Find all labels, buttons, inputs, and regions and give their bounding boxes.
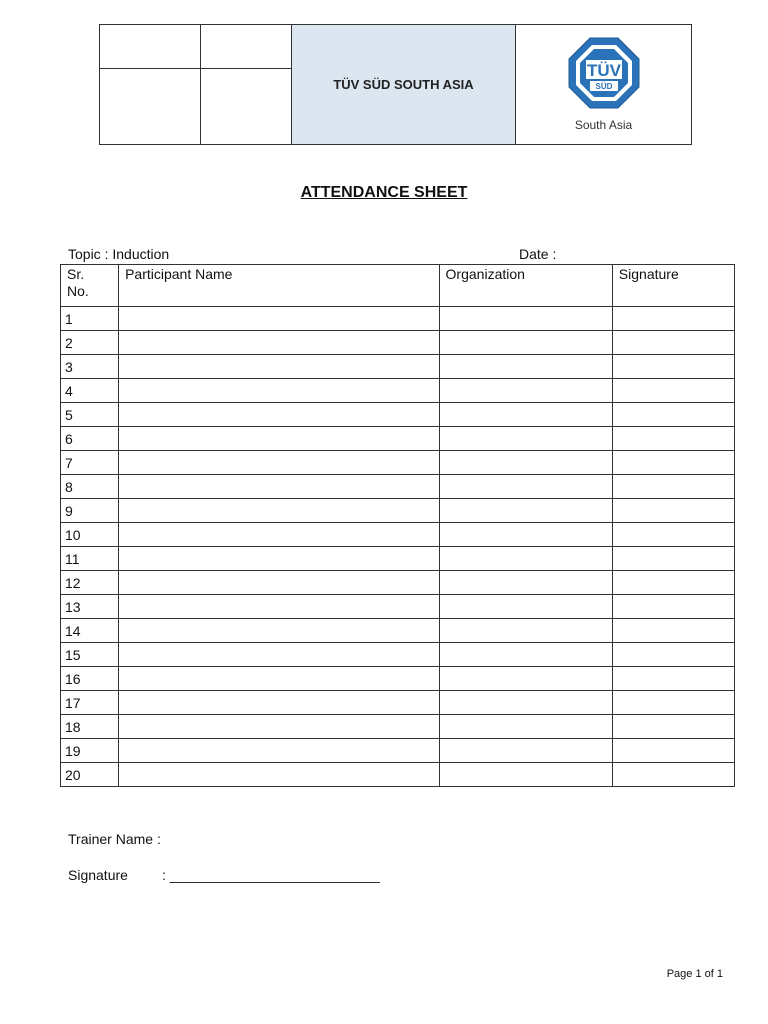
table-row: [61, 715, 735, 739]
organization-cell: [439, 739, 612, 763]
logo-sub-text: SÜD: [595, 82, 612, 91]
participant-name-cell: [119, 475, 439, 499]
table-row: [61, 451, 735, 475]
signature-cell: [612, 739, 734, 763]
page-title: ATTENDANCE SHEET: [300, 184, 468, 201]
organization-cell: [439, 379, 612, 403]
signature-cell: [612, 475, 734, 499]
logo-caption: South Asia: [574, 118, 633, 132]
header-empty-cell: [201, 25, 292, 69]
table-header-row: [61, 265, 735, 307]
table-row: [61, 499, 735, 523]
row-sr-no: 20: [61, 763, 119, 787]
signature-cell: [612, 427, 734, 451]
table-row: [61, 667, 735, 691]
signature-cell: [612, 667, 734, 691]
table-row: [61, 619, 735, 643]
table-row: [61, 571, 735, 595]
company-logo: [516, 25, 692, 145]
signature-cell: [612, 763, 734, 787]
participant-name-cell: [119, 691, 439, 715]
row-sr-no: 15: [61, 643, 119, 667]
participant-name-cell: [119, 739, 439, 763]
page-number: Page 1 of 1: [666, 968, 723, 980]
row-sr-no: 18: [61, 715, 119, 739]
organization-cell: [439, 619, 612, 643]
table-row: [61, 595, 735, 619]
organization-cell: [439, 595, 612, 619]
trainer-signature-line: [68, 867, 380, 883]
table-row: [61, 331, 735, 355]
row-sr-no: 4: [61, 379, 119, 403]
header-organization: Organization: [439, 265, 612, 307]
date-label: Date :: [519, 246, 557, 262]
participant-name-cell: [119, 379, 439, 403]
signature-cell: [612, 499, 734, 523]
row-sr-no: 19: [61, 739, 119, 763]
participant-name-cell: [119, 547, 439, 571]
participant-name-cell: [119, 403, 439, 427]
organization-cell: [439, 715, 612, 739]
row-sr-no: 11: [61, 547, 119, 571]
table-row: [61, 403, 735, 427]
participant-name-cell: [119, 451, 439, 475]
row-sr-no: 13: [61, 595, 119, 619]
header-empty-cell: [100, 69, 201, 145]
participant-name-cell: [119, 523, 439, 547]
organization-cell: [439, 667, 612, 691]
row-sr-no: 6: [61, 427, 119, 451]
trainer-name-label: Trainer Name :: [68, 831, 161, 847]
table-row: [61, 547, 735, 571]
table-row: [61, 427, 735, 451]
organization-cell: [439, 307, 612, 331]
row-sr-no: 5: [61, 403, 119, 427]
signature-cell: [612, 715, 734, 739]
logo-brand-text: TÜV: [586, 61, 621, 80]
header-participant-name: Participant Name: [119, 265, 439, 307]
header-sr-line1: Sr.: [67, 266, 85, 282]
table-row: [61, 523, 735, 547]
organization-cell: [439, 643, 612, 667]
row-sr-no: 14: [61, 619, 119, 643]
table-row: [61, 739, 735, 763]
table-row: [61, 691, 735, 715]
organization-cell: [439, 499, 612, 523]
row-sr-no: 12: [61, 571, 119, 595]
document-header: [99, 24, 692, 145]
participant-name-cell: [119, 499, 439, 523]
signature-cell: [612, 403, 734, 427]
signature-label: Signature: [68, 867, 128, 883]
signature-cell: [612, 643, 734, 667]
table-row: [61, 643, 735, 667]
header-empty-cell: [100, 25, 201, 69]
participant-name-cell: [119, 667, 439, 691]
row-sr-no: 3: [61, 355, 119, 379]
organization-cell: [439, 571, 612, 595]
signature-cell: [612, 331, 734, 355]
row-sr-no: 7: [61, 451, 119, 475]
table-row: [61, 379, 735, 403]
table-row: [61, 763, 735, 787]
row-sr-no: 2: [61, 331, 119, 355]
company-name: TÜV SÜD SOUTH ASIA: [292, 25, 516, 145]
attendance-table-body: [61, 307, 735, 787]
row-sr-no: 1: [61, 307, 119, 331]
header-signature: Signature: [612, 265, 734, 307]
row-sr-no: 17: [61, 691, 119, 715]
organization-cell: [439, 523, 612, 547]
row-sr-no: 8: [61, 475, 119, 499]
topic-label: Topic : Induction: [68, 246, 170, 262]
table-row: [61, 475, 735, 499]
organization-cell: [439, 451, 612, 475]
signature-cell: [612, 595, 734, 619]
signature-cell: [612, 307, 734, 331]
table-row: [61, 307, 735, 331]
participant-name-cell: [119, 571, 439, 595]
header-sr-line2: No.: [67, 283, 89, 299]
signature-cell: [612, 571, 734, 595]
organization-cell: [439, 355, 612, 379]
signature-cell: [612, 547, 734, 571]
attendance-table: [60, 264, 735, 787]
participant-name-cell: [119, 763, 439, 787]
participant-name-cell: [119, 715, 439, 739]
row-sr-no: 16: [61, 667, 119, 691]
tuv-sud-logo-icon: [566, 35, 642, 111]
organization-cell: [439, 691, 612, 715]
table-row: [61, 355, 735, 379]
signature-cell: [612, 523, 734, 547]
organization-cell: [439, 547, 612, 571]
organization-cell: [439, 763, 612, 787]
organization-cell: [439, 475, 612, 499]
organization-cell: [439, 403, 612, 427]
header-sr-no: [61, 265, 119, 307]
participant-name-cell: [119, 355, 439, 379]
organization-cell: [439, 331, 612, 355]
organization-cell: [439, 427, 612, 451]
participant-name-cell: [119, 619, 439, 643]
signature-cell: [612, 379, 734, 403]
participant-name-cell: [119, 595, 439, 619]
participant-name-cell: [119, 307, 439, 331]
participant-name-cell: [119, 643, 439, 667]
row-sr-no: 10: [61, 523, 119, 547]
header-empty-cell: [201, 69, 292, 145]
row-sr-no: 9: [61, 499, 119, 523]
signature-cell: [612, 691, 734, 715]
signature-blank-line: : ___________________________: [161, 867, 380, 883]
participant-name-cell: [119, 331, 439, 355]
signature-cell: [612, 355, 734, 379]
signature-cell: [612, 451, 734, 475]
signature-cell: [612, 619, 734, 643]
participant-name-cell: [119, 427, 439, 451]
